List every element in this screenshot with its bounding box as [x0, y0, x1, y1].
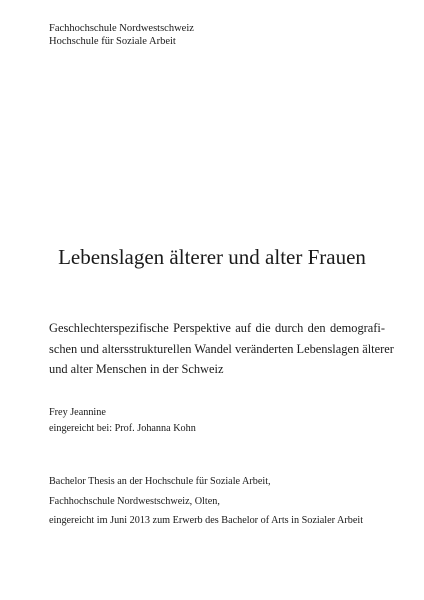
thesis-info-line-2: Fachhochschule Nordwestschweiz, Olten,	[49, 495, 220, 507]
subtitle-line-2: schen und altersstrukturellen Wandel veränderten Lebenslagen älterer	[49, 341, 394, 356]
thesis-info-line-1: Bachelor Thesis an der Hochschule für Soziale Arbeit,	[49, 476, 271, 487]
author-name: Frey Jeannine	[49, 407, 106, 418]
thesis-title: Lebenslagen älterer und alter Frauen	[58, 245, 366, 269]
submitted-to: eingereicht bei: Prof. Johanna Kohn	[49, 423, 196, 434]
institution-header	[49, 22, 194, 48]
thesis-info-block	[49, 472, 363, 531]
thesis-info-line-3: eingereicht im Juni 2013 zum Erwerb des Bachelor of Arts in Sozialer Arbeit	[49, 515, 364, 526]
author-block	[49, 405, 196, 437]
thesis-subtitle	[49, 318, 394, 380]
subtitle-line-1: Geschlechterspezifische Perspektive auf die durch den demografi-	[49, 321, 385, 335]
institution-line-2: Hochschule für Soziale Arbeit	[49, 36, 176, 47]
institution-line-1: Fachhochschule Nordwestschweiz	[49, 23, 194, 34]
subtitle-line-3: und alter Menschen in der Schweiz	[49, 362, 224, 376]
